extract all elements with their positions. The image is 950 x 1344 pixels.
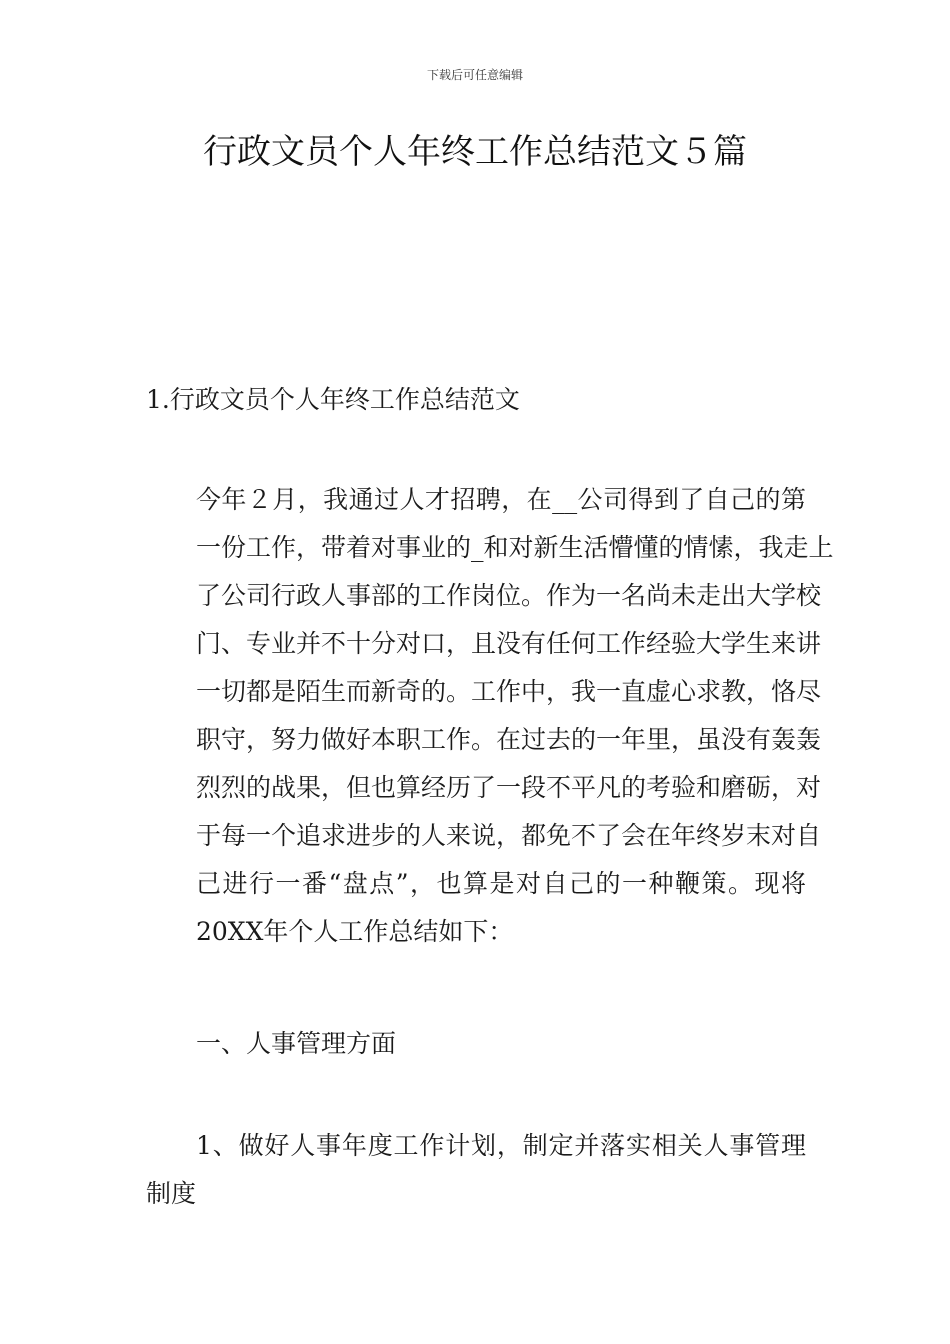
paragraph-line: 门、专业并不十分对口，且没有任何工作经验大学生来讲 (196, 629, 822, 658)
document-title: 行政文员个人年终工作总结范文５篇 (203, 132, 747, 172)
paragraph-line: 烈烈的战果，但也算经历了一段不平凡的考验和磨砺，对 (196, 773, 822, 802)
paragraph-line: 20XX年个人工作总结如下： (196, 917, 514, 946)
list-item (146, 1122, 806, 1218)
sub-heading: 一、人事管理方面 (196, 1029, 397, 1058)
paragraph-line: 一份工作，带着对事业的_和对新生活懵懂的情愫，我走上 (196, 533, 834, 562)
paragraph-line: 职守，努力做好本职工作。在过去的一年里，虽没有轰轰 (196, 725, 822, 754)
item-line: 制度 (146, 1179, 197, 1208)
paragraph-line: 了公司行政人事部的工作岗位。作为一名尚未走出大学校 (196, 581, 822, 610)
header-note: 下载后可任意编辑 (426, 68, 523, 82)
paragraph-line: 于每一个追求进步的人来说，都免不了会在年终岁末对自 (196, 821, 822, 850)
item-line: 1、做好人事年度工作计划，制定并落实相关人事管理 (196, 1131, 806, 1160)
paragraph-line: 一切都是陌生而新奇的。工作中，我一直虚心求教，恪尽 (196, 677, 822, 706)
section-heading: 1.行政文员个人年终工作总结范文 (146, 385, 520, 414)
intro-paragraph (146, 476, 834, 956)
paragraph-line: 己进行一番“盘点”，也算是对自己的一种鞭策。现将 (196, 869, 806, 898)
paragraph-line: 今年２月，我通过人才招聘，在__公司得到了自己的第 (196, 485, 806, 514)
